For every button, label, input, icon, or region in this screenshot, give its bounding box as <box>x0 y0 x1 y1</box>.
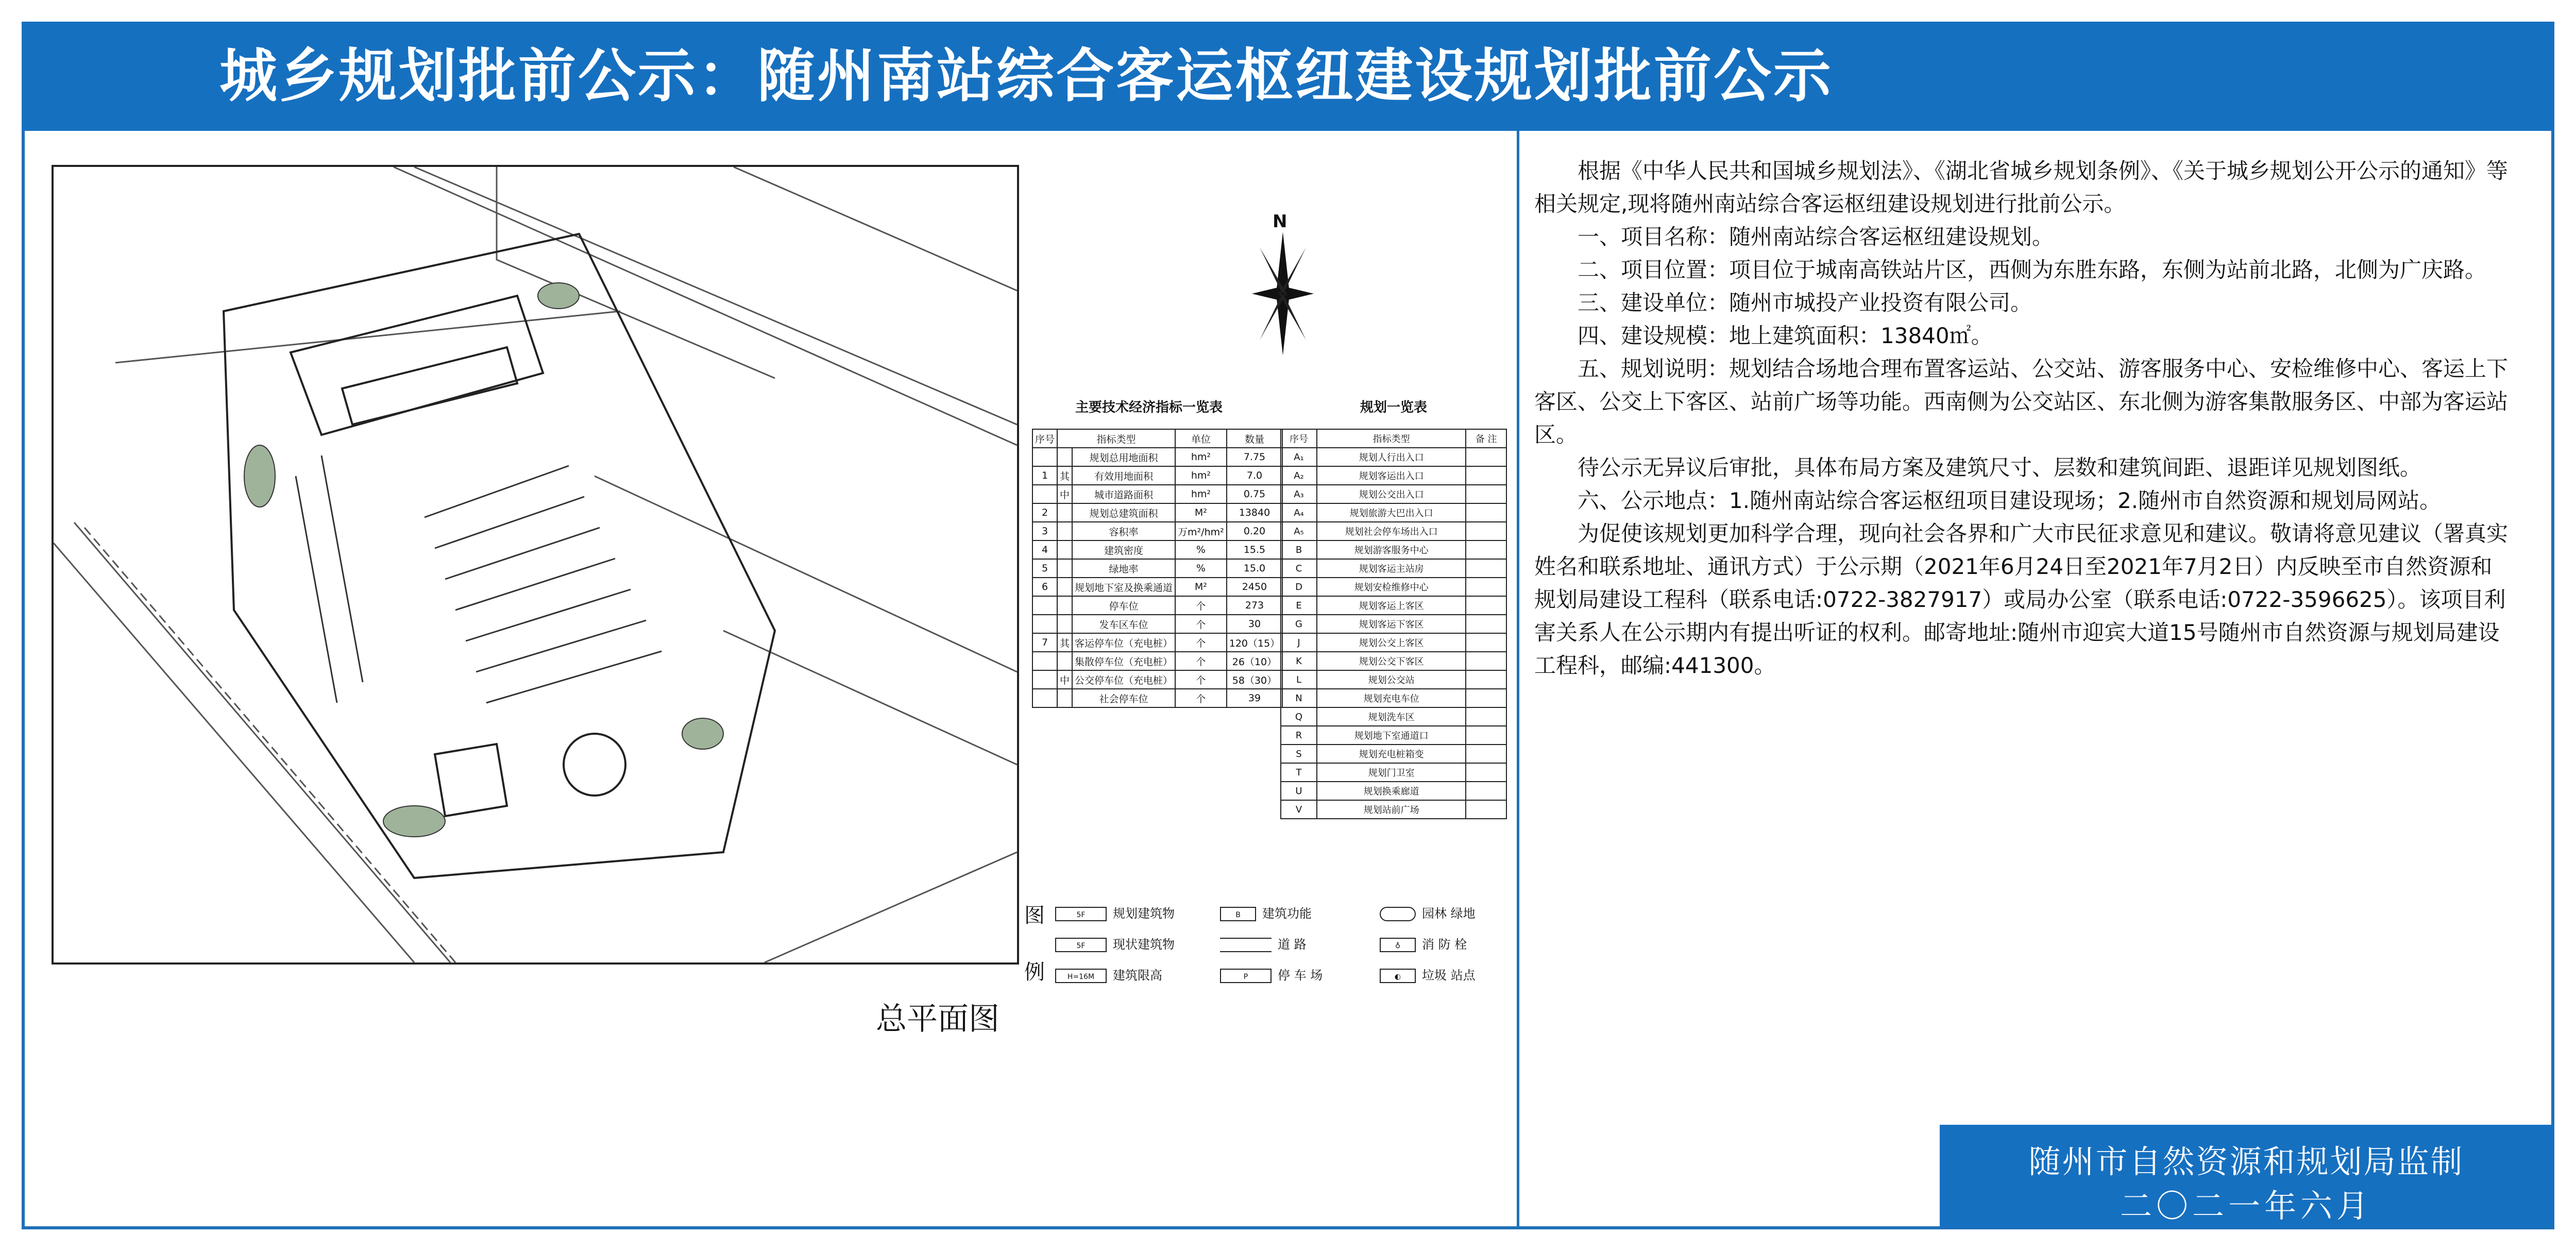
cell-note <box>1466 578 1506 596</box>
cell-group: 其 <box>1057 633 1072 652</box>
legend-label: 停 车 场 <box>1278 968 1323 983</box>
cell-group: 中 <box>1057 670 1072 689</box>
cell-code: V <box>1281 800 1317 819</box>
cell-unit: 个 <box>1175 615 1227 633</box>
cell-note <box>1466 615 1506 633</box>
road-east <box>595 476 1017 672</box>
cell-name: 规划客运出入口 <box>1317 466 1466 485</box>
road-west <box>115 311 620 363</box>
table-row <box>1281 540 1506 559</box>
cell-value: 39 <box>1227 689 1282 707</box>
north-arrow <box>1252 211 1314 356</box>
notice-intro: 根据《中华人民共和国城乡规划法》、《湖北省城乡规划条例》、《关于城乡规划公开公示的通知》等相关规定,现将随州南站综合客运枢纽建设规划进行批前公示。 <box>1534 158 2509 216</box>
cell-name: 规划人行出入口 <box>1317 448 1466 466</box>
table-row <box>1281 652 1506 670</box>
cell-name: 规划客运上客区 <box>1317 596 1466 615</box>
legend-label: 规划建筑物 <box>1113 906 1175 921</box>
legend-item <box>1220 904 1312 923</box>
table-row <box>1281 485 1506 503</box>
cell-name: 建筑密度 <box>1072 540 1175 559</box>
legend-label: 现状建筑物 <box>1113 937 1175 952</box>
legend-side-label: 例 <box>1024 960 1045 984</box>
planning-table <box>1280 429 1507 819</box>
table-row <box>1281 503 1506 522</box>
cell-value: 13840 <box>1227 503 1282 522</box>
cell-unit: 个 <box>1175 689 1227 707</box>
cell-group <box>1057 578 1072 596</box>
cell-unit: 个 <box>1175 652 1227 670</box>
table-row <box>1281 466 1506 485</box>
table-row <box>1281 615 1506 633</box>
table-header-row <box>1281 429 1506 448</box>
table-row <box>1032 578 1282 596</box>
cell-value: 2450 <box>1227 578 1282 596</box>
legend-item <box>1380 904 1476 923</box>
cell-value: 273 <box>1227 596 1282 615</box>
legend-item <box>1055 935 1175 954</box>
map-caption: 总平面图 <box>876 1001 999 1037</box>
cell-group: 中 <box>1057 485 1072 503</box>
cell-code: U <box>1281 782 1317 800</box>
cell-value: 15.5 <box>1227 540 1282 559</box>
road-symbol-icon <box>1220 938 1272 952</box>
cell-group <box>1057 448 1072 466</box>
cell-code: N <box>1281 689 1317 707</box>
cell-group <box>1057 540 1072 559</box>
table-row <box>1281 522 1506 540</box>
cell-code: A₄ <box>1281 503 1317 522</box>
table-row <box>1281 448 1506 466</box>
legend-item <box>1055 966 1162 985</box>
header-cell: 备 注 <box>1466 429 1506 448</box>
notice-text <box>1534 155 2513 682</box>
legend-label: 建筑功能 <box>1262 906 1312 921</box>
signature-box <box>1940 1125 2553 1228</box>
cell-name: 规划公交出入口 <box>1317 485 1466 503</box>
cell-name: 绿地率 <box>1072 559 1175 578</box>
table-row <box>1281 763 1506 782</box>
cell-no: 6 <box>1032 578 1057 596</box>
legend-item <box>1220 966 1323 985</box>
cell-unit: hm² <box>1175 448 1227 466</box>
cell-group <box>1057 559 1072 578</box>
cell-name: 规划安检维修中心 <box>1317 578 1466 596</box>
header-cell: 单位 <box>1175 429 1227 448</box>
cell-no: 1 <box>1032 466 1057 485</box>
table-row <box>1032 503 1282 522</box>
table-row <box>1032 615 1282 633</box>
cell-unit: 个 <box>1175 596 1227 615</box>
cell-name: 规划地下室通道口 <box>1317 726 1466 745</box>
page-title: 城乡规划批前公示：随州南站综合客运枢纽建设规划批前公示 <box>219 43 1833 110</box>
cell-value: 26（10） <box>1227 652 1282 670</box>
cell-code: D <box>1281 578 1317 596</box>
cell-name: 规划客运下客区 <box>1317 615 1466 633</box>
green-areas <box>244 283 723 837</box>
road-block-2 <box>734 167 1017 291</box>
table-row <box>1281 689 1506 707</box>
cell-group: 其 <box>1057 466 1072 485</box>
cell-note <box>1466 763 1506 782</box>
rail-line-dashed <box>84 528 455 962</box>
parking-rows <box>296 455 662 703</box>
cell-value: 15.0 <box>1227 559 1282 578</box>
table-row <box>1281 782 1506 800</box>
cell-name: 规划充电车位 <box>1317 689 1466 707</box>
cell-name: 规划公交上客区 <box>1317 633 1466 652</box>
cell-no <box>1032 615 1057 633</box>
indicators-table <box>1032 429 1283 708</box>
table-row <box>1032 596 1282 615</box>
table-row <box>1032 540 1282 559</box>
main-hall <box>342 347 517 425</box>
header-cell: 数量 <box>1227 429 1282 448</box>
cell-name: 规划门卫室 <box>1317 763 1466 782</box>
table-row <box>1032 633 1282 652</box>
cell-note <box>1466 800 1506 819</box>
cell-value: 7.75 <box>1227 448 1282 466</box>
legend-label: 建筑限高 <box>1113 968 1162 983</box>
cell-note <box>1466 522 1506 540</box>
cell-note <box>1466 633 1506 652</box>
cell-value: 120（15） <box>1227 633 1282 652</box>
cell-name: 容积率 <box>1072 522 1175 540</box>
trash-station-icon: ◐ <box>1380 969 1416 983</box>
cell-code: J <box>1281 633 1317 652</box>
cell-code: G <box>1281 615 1317 633</box>
cell-name: 公交停车位（充电桩） <box>1072 670 1175 689</box>
cell-name: 客运停车位（充电桩） <box>1072 633 1175 652</box>
cell-no <box>1032 652 1057 670</box>
table-row <box>1281 578 1506 596</box>
legend-symbol: P <box>1220 969 1272 983</box>
cell-group <box>1057 522 1072 540</box>
cell-code: A₂ <box>1281 466 1317 485</box>
legend-symbol: 5F <box>1055 938 1107 952</box>
cell-code: E <box>1281 596 1317 615</box>
garden-symbol-icon <box>1380 907 1416 921</box>
cell-code: B <box>1281 540 1317 559</box>
table-row <box>1032 559 1282 578</box>
cell-unit: hm² <box>1175 485 1227 503</box>
cell-name: 规划总建筑面积 <box>1072 503 1175 522</box>
signature-issuer: 随州市自然资源和规划局监制 <box>2028 1143 2464 1180</box>
cell-note <box>1466 448 1506 466</box>
station-building <box>291 296 543 435</box>
north-label: N <box>1273 211 1287 232</box>
notice-item-6: 六、公示地点：1.随州南站综合客运枢纽项目建设现场；2.随州市自然资源和规划局网站。 <box>1578 488 2442 513</box>
legend-symbol: H=16M <box>1055 969 1107 983</box>
plaza-circle <box>564 734 625 796</box>
table-row <box>1281 726 1506 745</box>
cell-note <box>1466 726 1506 745</box>
cell-note <box>1466 485 1506 503</box>
legend-item <box>1055 904 1175 923</box>
cell-code: T <box>1281 763 1317 782</box>
cell-name: 规划站前广场 <box>1317 800 1466 819</box>
cell-name: 城市道路面积 <box>1072 485 1175 503</box>
cell-code: A₁ <box>1281 448 1317 466</box>
legend-label: 道 路 <box>1278 937 1307 952</box>
service-center <box>435 744 507 816</box>
cell-value: 0.20 <box>1227 522 1282 540</box>
legend-label: 园林 绿地 <box>1422 906 1476 921</box>
indicators-table-title: 主要技术经济指标一览表 <box>1075 400 1223 415</box>
cell-group <box>1057 652 1072 670</box>
site-plan-drawing <box>54 167 1017 962</box>
cell-code: R <box>1281 726 1317 745</box>
cell-name: 规划地下室及换乘通道 <box>1072 578 1175 596</box>
cell-value: 7.0 <box>1227 466 1282 485</box>
table-row <box>1032 448 1282 466</box>
site-boundary <box>224 234 775 878</box>
cell-name: 停车位 <box>1072 596 1175 615</box>
cell-name: 有效用地面积 <box>1072 466 1175 485</box>
title-bar <box>22 22 2554 131</box>
table-row <box>1032 485 1282 503</box>
cell-code: K <box>1281 652 1317 670</box>
header-cell: 指标类型 <box>1057 429 1175 448</box>
road-north <box>394 167 1017 445</box>
cell-no: 2 <box>1032 503 1057 522</box>
cell-unit: M² <box>1175 578 1227 596</box>
legend-symbol: B <box>1220 907 1256 921</box>
cell-note <box>1466 596 1506 615</box>
cell-name: 规划客运主站房 <box>1317 559 1466 578</box>
cell-name: 规划公交下客区 <box>1317 652 1466 670</box>
table-header-row <box>1032 429 1282 448</box>
table-row <box>1032 689 1282 707</box>
cell-code: C <box>1281 559 1317 578</box>
notice-closing: 为促使该规划更加科学合理，现向社会各界和广大市民征求意见和建议。敬请将意见建议（署真实姓名和联系地址、通讯方式）于公示期（2021年6月24日至2021年7月2日）内反映至市自然资源和规划局建设工程科（联系电话:0722-3827917）或局办公室（联系电话:0722-3596625）。该项目利害关系人在公示期内有提出听证的权利。邮寄地址:随州市迎宾大道15号随州市自然资源与规划局建设工程科，邮编:441300。 <box>1534 521 2509 678</box>
cell-no: 3 <box>1032 522 1057 540</box>
cell-no <box>1032 448 1057 466</box>
hydrant-icon: ♁ <box>1380 938 1416 952</box>
cell-unit: % <box>1175 559 1227 578</box>
cell-code: A₅ <box>1281 522 1317 540</box>
cell-name: 社会停车位 <box>1072 689 1175 707</box>
legend-label: 消 防 栓 <box>1422 937 1467 952</box>
cell-unit: hm² <box>1175 466 1227 485</box>
legend-symbol: 5F <box>1055 907 1107 921</box>
header-cell: 指标类型 <box>1317 429 1466 448</box>
road-south <box>765 852 1017 962</box>
cell-value: 30 <box>1227 615 1282 633</box>
cell-name: 规划洗车区 <box>1317 707 1466 726</box>
notice-item-2: 二、项目位置：项目位于城南高铁站片区，西侧为东胜东路，东侧为站前北路，北侧为广庆路。 <box>1578 257 2487 282</box>
table-row <box>1032 466 1282 485</box>
header-cell: 序号 <box>1281 429 1317 448</box>
cell-no: 5 <box>1032 559 1057 578</box>
table-row <box>1032 522 1282 540</box>
cell-note <box>1466 745 1506 763</box>
column-divider <box>1517 131 1519 1229</box>
notice-item-1: 一、项目名称：随州南站综合客运枢纽建设规划。 <box>1578 224 2054 249</box>
table-row <box>1281 707 1506 726</box>
rail-line-2 <box>74 522 450 962</box>
cell-no <box>1032 689 1057 707</box>
table-row <box>1281 633 1506 652</box>
table-row <box>1281 559 1506 578</box>
legend-item <box>1220 935 1307 954</box>
table-row <box>1281 800 1506 819</box>
notice-item-5: 五、规划说明：规划结合场地合理布置客运站、公交站、游客服务中心、安检维修中心、客运上下客区、公交上下客区、站前广场等功能。西南侧为公交站区、东北侧为游客集散服务区、中部为客运站区。 <box>1534 356 2509 447</box>
cell-no: 7 <box>1032 633 1057 652</box>
cell-note <box>1466 689 1506 707</box>
cell-note <box>1466 503 1506 522</box>
site-plan-map <box>52 165 1019 965</box>
cell-unit: 个 <box>1175 670 1227 689</box>
cell-name: 规划换乘廊道 <box>1317 782 1466 800</box>
table-row <box>1032 670 1282 689</box>
cell-group <box>1057 503 1072 522</box>
cell-code: L <box>1281 670 1317 689</box>
signature-date: 二〇二一年六月 <box>2120 1187 2372 1225</box>
planning-table-title: 规划一览表 <box>1360 400 1427 415</box>
cell-value: 58（30） <box>1227 670 1282 689</box>
notice-item-3: 三、建设单位：随州市城投产业投资有限公司。 <box>1578 290 2032 315</box>
cell-name: 发车区车位 <box>1072 615 1175 633</box>
header-cell: 序号 <box>1032 429 1057 448</box>
compass-icon <box>1252 232 1314 356</box>
cell-value: 0.75 <box>1227 485 1282 503</box>
notice-item-4: 四、建设规模：地上建筑面积：13840㎡。 <box>1578 323 1993 348</box>
legend <box>1024 899 1514 992</box>
cell-no: 4 <box>1032 540 1057 559</box>
cell-name: 规划游客服务中心 <box>1317 540 1466 559</box>
legend-item <box>1380 935 1467 954</box>
cell-code: S <box>1281 745 1317 763</box>
cell-note <box>1466 466 1506 485</box>
cell-group <box>1057 596 1072 615</box>
cell-group <box>1057 689 1072 707</box>
cell-name: 规划充电桩箱变 <box>1317 745 1466 763</box>
cell-no <box>1032 485 1057 503</box>
cell-note <box>1466 540 1506 559</box>
cell-note <box>1466 782 1506 800</box>
legend-side-label: 图 <box>1024 904 1045 927</box>
cell-group <box>1057 615 1072 633</box>
table-row <box>1281 596 1506 615</box>
table-row <box>1281 670 1506 689</box>
cell-code: Q <box>1281 707 1317 726</box>
cell-unit: 个 <box>1175 633 1227 652</box>
cell-note <box>1466 559 1506 578</box>
cell-note <box>1466 670 1506 689</box>
cell-name: 规划总用地面积 <box>1072 448 1175 466</box>
cell-no <box>1032 670 1057 689</box>
cell-name: 集散停车位（充电桩） <box>1072 652 1175 670</box>
table-row <box>1281 745 1506 763</box>
cell-name: 规划旅游大巴出入口 <box>1317 503 1466 522</box>
cell-no <box>1032 596 1057 615</box>
cell-code: A₃ <box>1281 485 1317 503</box>
cell-name: 规划公交站 <box>1317 670 1466 689</box>
cell-unit: 万m²/hm² <box>1175 522 1227 540</box>
notice-item-5b: 待公示无异议后审批，具体布局方案及建筑尺寸、层数和建筑间距、退距详见规划图纸。 <box>1578 455 2422 480</box>
legend-label: 垃圾 站点 <box>1422 968 1476 983</box>
legend-item <box>1380 966 1476 985</box>
cell-unit: M² <box>1175 503 1227 522</box>
cell-unit: % <box>1175 540 1227 559</box>
cell-note <box>1466 707 1506 726</box>
cell-name: 规划社会停车场出入口 <box>1317 522 1466 540</box>
cell-note <box>1466 652 1506 670</box>
table-row <box>1032 652 1282 670</box>
